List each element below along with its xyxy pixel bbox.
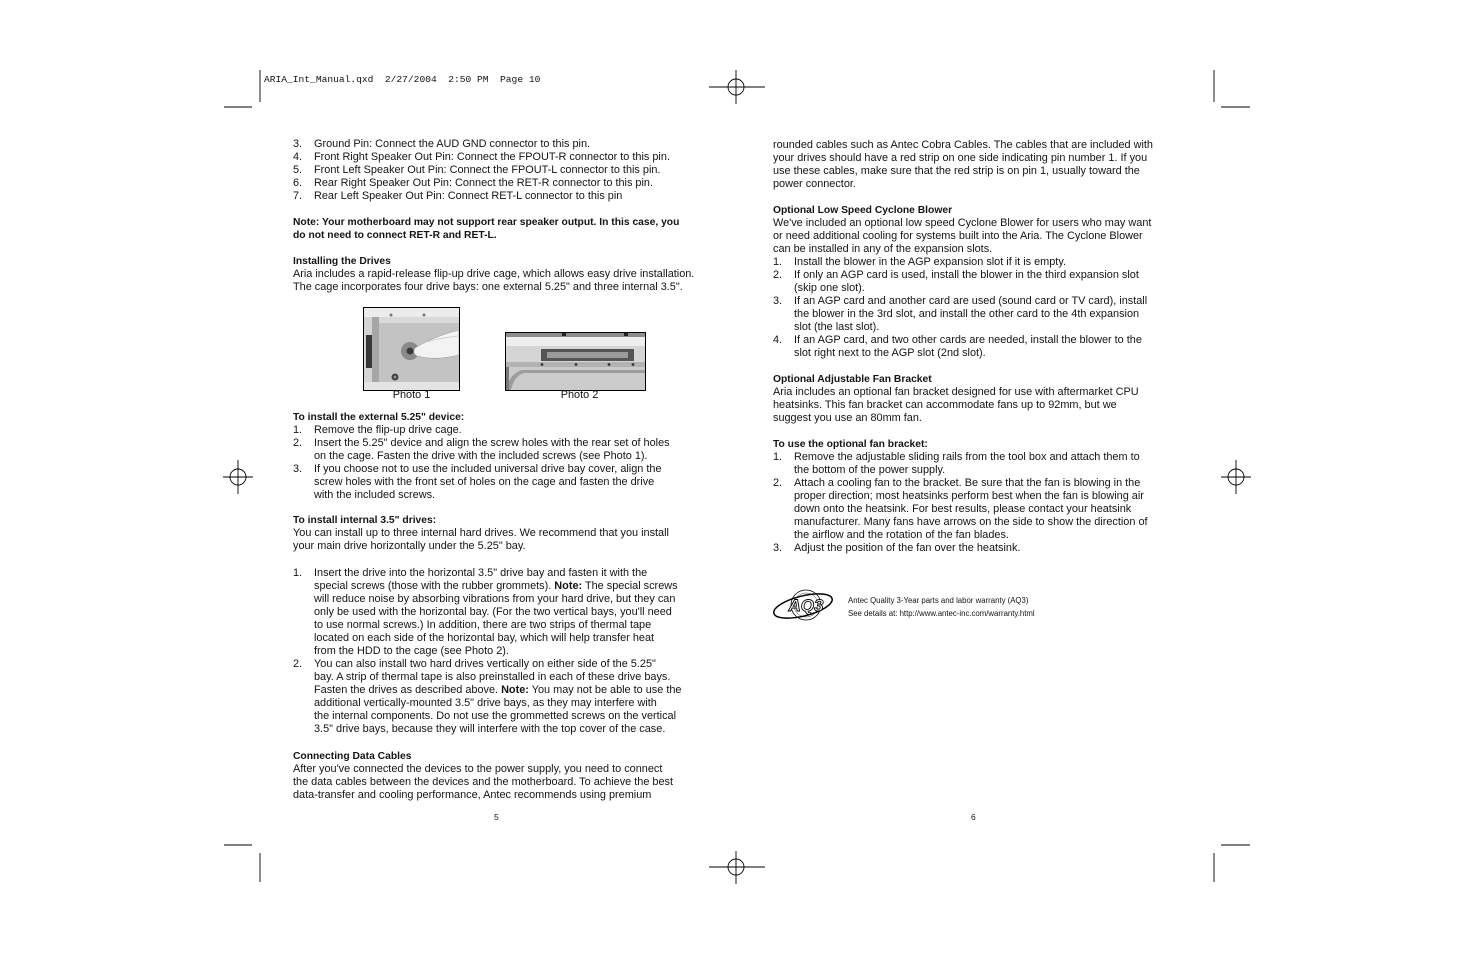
data-cables-continued [773, 139, 1153, 191]
paragraph-line: After you've connected the devices to the power supply, you need to connect [293, 763, 663, 775]
cyclone-blower-section [773, 204, 1151, 360]
item-number: 1. [293, 424, 303, 436]
use-fan-bracket-section [773, 438, 1148, 555]
item-text: If an AGP card and another card are used (sound card or TV card), install [794, 295, 1148, 307]
page-number-left: 5 [494, 812, 499, 822]
item-number: 4. [293, 151, 303, 163]
item-number: 1. [773, 256, 783, 268]
item-text: bay. A strip of thermal tape is also preinstalled in each of these drive bays. [314, 671, 671, 683]
item-text: additional vertically-mounted 3.5" drive bays, as they may interfere with [314, 697, 657, 709]
fan-bracket-section [773, 373, 1139, 425]
paragraph-line: the data cables between the devices and the motherboard. To achieve the best [293, 776, 674, 788]
item-number: 3. [773, 295, 783, 307]
item-text: the airflow and the rotation of the fan blades. [794, 529, 1009, 541]
file-slug: ARIA_Int_Manual.qxd 2/27/2004 2:50 PM Page 10 [264, 74, 541, 85]
list-item [293, 164, 670, 177]
registration-mark-left [223, 460, 253, 494]
warranty-line: Antec Quality 3-Year parts and labor warranty (AQ3) [848, 596, 1029, 605]
item-text: If only an AGP card is used, install the blower in the third expansion slot [794, 269, 1139, 281]
registration-mark-bottom [709, 851, 765, 884]
paragraph-line: data-transfer and cooling performance, Antec recommends using premium [293, 789, 652, 801]
section-heading: To install the external 5.25" device: [293, 412, 465, 423]
inline-note-label: Note: [554, 580, 583, 592]
item-number: 3. [773, 542, 783, 554]
section-heading: Connecting Data Cables [293, 751, 412, 762]
item-text: slot (the last slot). [794, 321, 880, 333]
paragraph-line: your main drive horizontally under the 5.25" bay. [293, 540, 526, 552]
paragraph-line: suggest you use an 80mm fan. [773, 412, 922, 424]
list-item [293, 463, 670, 502]
list-item [293, 151, 670, 164]
list-item [293, 138, 670, 151]
internal-drives-list [293, 567, 681, 736]
paragraph-line: rounded cables such as Antec Cobra Cables. The cables that are included with [773, 139, 1153, 151]
item-text: down onto the heatsink. For best results, please contact your heatsink [794, 503, 1132, 515]
list-item [773, 269, 1151, 295]
paragraph-line: your drives should have a red strip on one side indicating pin number 1. If you [773, 152, 1148, 164]
list-item [773, 256, 1151, 269]
paragraph-line: heatsinks. This fan bracket can accommodate fans up to 92mm, but we [773, 399, 1117, 411]
item-text: from the HDD to the cage (see Photo 2). [314, 645, 509, 657]
photo-2-thermal-tape [505, 332, 646, 391]
item-text: 3.5" drive bays, because they will interfere with the top cover of the case. [314, 723, 666, 735]
item-number: 5. [293, 164, 303, 176]
text-run: Fasten the drives as described above. [314, 684, 502, 696]
photo-2-caption: Photo 2 [560, 389, 599, 401]
item-text [314, 580, 681, 593]
paragraph-line: use these cables, make sure that the red strip is on pin 1, usually toward the [773, 165, 1140, 177]
paragraph-line: Aria includes an optional fan bracket designed for use with aftermarket CPU [773, 386, 1139, 398]
item-number: 3. [293, 463, 303, 475]
list-item [773, 451, 1148, 477]
section-heading: To install internal 3.5" drives: [293, 515, 437, 526]
data-cables-section [293, 750, 673, 802]
text-run: The special screws [582, 580, 678, 592]
note-line: Note: Your motherboard may not support rear speaker output. In this case, you [293, 217, 680, 228]
logo-lettering: AQ3 [788, 596, 824, 615]
item-text: Insert the drive into the horizontal 3.5" drive bay and fasten it with the [314, 567, 648, 579]
paragraph-line: You can install up to three internal hard drives. We recommend that you install [293, 527, 669, 539]
paragraph-line: can be installed in any of the expansion slots. [773, 243, 993, 255]
item-number: 4. [773, 334, 783, 346]
list-item [293, 567, 681, 658]
warranty-url-line: See details at: http://www.antec-inc.com/warranty.html [848, 609, 1035, 618]
list-item [293, 437, 670, 463]
list-item [293, 177, 670, 190]
paragraph-line: Aria includes a rapid-release flip-up drive cage, which allows easy drive installation. [293, 268, 695, 280]
installing-drives-section [293, 255, 694, 294]
paragraph-line: The cage incorporates four drive bays: one external 5.25" and three internal 3.5". [293, 281, 683, 293]
inline-note-label: Note: [501, 684, 529, 696]
page-number-right: 6 [971, 812, 976, 822]
item-text: Insert the 5.25" device and align the screw holes with the rear set of holes [314, 437, 670, 449]
item-text: manufacturer. Many fans have arrows on the side to show the direction of [794, 516, 1148, 528]
photo-1-caption: Photo 1 [392, 389, 431, 401]
item-number: 2. [293, 658, 303, 670]
item-text: screw holes with the front set of holes on the cage and fasten the drive [314, 476, 655, 488]
item-text: the blower in the 3rd slot, and install the other card to the 4th expansion [794, 308, 1140, 320]
item-number: 2. [773, 477, 783, 489]
list-item [293, 658, 681, 736]
item-text: only be used with the horizontal bay. (For the two vertical bays, you'll need [314, 606, 672, 618]
item-text: will reduce noise by absorbing vibrations from your hard drive, but they can [314, 593, 676, 605]
item-text: (skip one slot). [794, 282, 865, 294]
registration-mark-top [709, 70, 765, 104]
item-text: Rear Left Speaker Out Pin: Connect RET-L connector to this pin [314, 190, 623, 202]
section-heading: Optional Low Speed Cyclone Blower [773, 205, 953, 216]
item-number: 1. [773, 451, 783, 463]
list-item [773, 477, 1148, 542]
item-number: 3. [293, 138, 303, 150]
item-text: slot right next to the AGP slot (2nd slot). [794, 347, 986, 359]
item-number: 2. [773, 269, 783, 281]
external-device-section [293, 411, 670, 502]
item-number: 6. [293, 177, 303, 189]
item-number: 7. [293, 190, 303, 202]
item-number: 2. [293, 437, 303, 449]
paragraph-line: or need additional cooling for systems built into the Aria. The Cyclone Blower [773, 230, 1143, 242]
pin-list [293, 138, 670, 203]
item-text: You can also install two hard drives vertically on either side of the 5.25" [314, 658, 656, 670]
item-text: with the included screws. [314, 489, 436, 501]
section-heading: Installing the Drives [293, 256, 391, 267]
warranty-info [848, 594, 1035, 620]
section-heading: Optional Adjustable Fan Bracket [773, 374, 932, 385]
list-item [773, 542, 1148, 555]
item-text: the bottom of the power supply. [794, 464, 946, 476]
list-item [293, 424, 670, 437]
text-run: special screws (those with the rubber grommets). [314, 580, 555, 592]
paragraph-line: power connector. [773, 178, 856, 190]
item-text: Ground Pin: Connect the AUD GND connector to this pin. [314, 138, 591, 150]
item-text: to use normal screws.) In addition, there are two strips of thermal tape [314, 619, 652, 631]
paragraph-line: We've included an optional low speed Cyclone Blower for users who may want [773, 217, 1152, 229]
item-text: proper direction; most heatsinks perform best when the fan is blowing air [794, 490, 1144, 502]
item-text: Adjust the position of the fan over the heatsink. [794, 542, 1021, 554]
item-text: on the cage. Fasten the drive with the included screws (see Photo 1). [314, 450, 648, 462]
item-text: Front Left Speaker Out Pin: Connect the FPOUT-L connector to this pin. [314, 164, 661, 176]
text-run: You may not be able to use the [528, 684, 682, 696]
registration-mark-right [1221, 460, 1251, 494]
item-text: Remove the flip-up drive cage. [314, 424, 462, 436]
photo-1-drive-cage [363, 307, 460, 391]
item-text: the internal components. Do not use the grommetted screws on the vertical [314, 710, 676, 722]
speaker-note [293, 216, 679, 242]
item-text: Front Right Speaker Out Pin: Connect the FPOUT-R connector to this pin. [314, 151, 670, 163]
item-text: If an AGP card, and two other cards are needed, install the blower to the [794, 334, 1142, 346]
item-text: Attach a cooling fan to the bracket. Be sure that the fan is blowing in the [794, 477, 1141, 489]
internal-drives-intro [293, 514, 669, 553]
list-item [773, 295, 1151, 334]
section-heading: To use the optional fan bracket: [773, 439, 928, 450]
note-line: do not need to connect RET-R and RET-L. [293, 230, 497, 241]
list-item [293, 190, 670, 203]
item-text: Remove the adjustable sliding rails from the tool box and attach them to [794, 451, 1140, 463]
item-number: 1. [293, 567, 303, 579]
item-text: Install the blower in the AGP expansion slot if it is empty. [794, 256, 1066, 268]
aq3-logo-icon [771, 586, 837, 624]
item-text: located on each side of the horizontal bay, which will help transfer heat [314, 632, 655, 644]
item-text: Rear Right Speaker Out Pin: Connect the RET-R connector to this pin. [314, 177, 653, 189]
item-text: If you choose not to use the included universal drive bay cover, align the [314, 463, 662, 475]
list-item [773, 334, 1151, 360]
item-text [314, 684, 681, 697]
